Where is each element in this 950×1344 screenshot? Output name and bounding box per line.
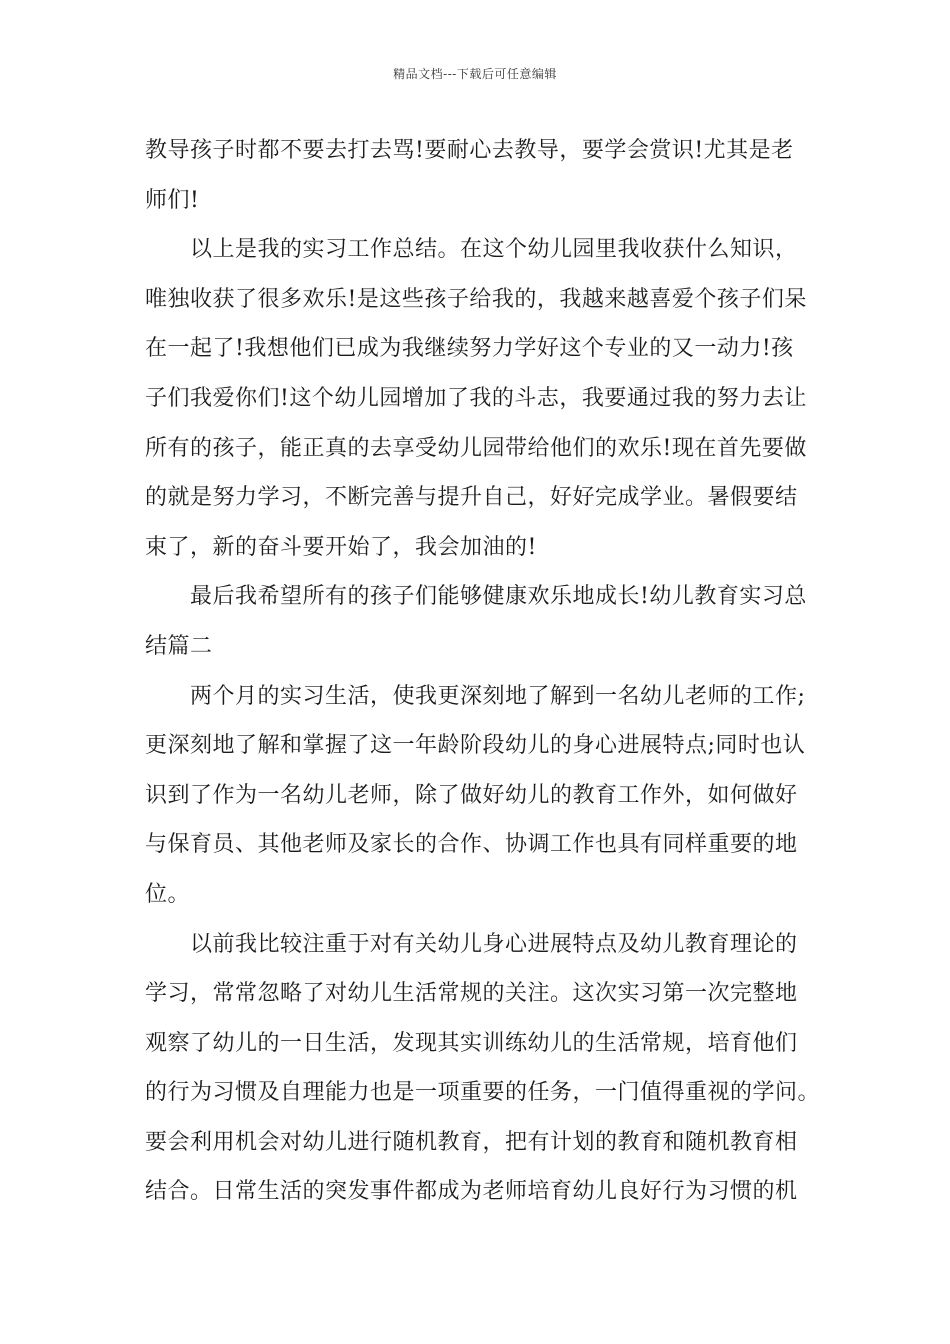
text-line: 的就是努力学习，不断完善与提升自己，好好完成学业。暑假要结 [145,485,798,511]
text-line: 与保育员、其他老师及家长的合作、协调工作也具有同样重要的地 [145,832,798,858]
text-line: 两个月的实习生活，使我更深刻地了解到一名幼儿老师的工作; [190,683,806,709]
text-line: 束了，新的奋斗要开始了，我会加油的! [145,534,537,560]
page-header: 精品文档---下载后可任意编辑 [393,67,557,81]
text-line: 以前我比较注重于对有关幼儿身心进展特点及幼儿教育理论的 [190,931,798,957]
document-body [145,126,821,1217]
text-line: 结篇二 [145,633,213,659]
text-line: 更深刻地了解和掌握了这一年龄阶段幼儿的身心进展特点;同时也认 [145,733,806,759]
text-line: 学习，常常忽略了对幼儿生活常规的关注。这次实习第一次完整地 [145,981,798,1007]
text-line: 位。 [145,881,191,907]
text-line: 的行为习惯及自理能力也是一项重要的任务，一门值得重视的学问。 [145,1080,821,1106]
text-line: 子们我爱你们!这个幼儿园增加了我的斗志，我要通过我的努力去让 [145,385,807,411]
text-line: 教导孩子时都不要去打去骂!要耐心去教导，要学会赏识!尤其是老 [145,138,794,163]
text-line: 要会利用机会对幼儿进行随机教育，把有计划的教育和随机教育相 [145,1129,798,1155]
text-line: 结合。日常生活的突发事件都成为老师培育幼儿良好行为习惯的机 [145,1179,798,1205]
text-line: 在一起了!我想他们已成为我继续努力学好这个专业的又一动力!孩 [145,336,794,362]
text-line: 师们! [145,187,200,213]
text-line: 所有的孩子，能正真的去享受幼儿园带给他们的欢乐!现在首先要做 [145,435,807,461]
text-line: 唯独收获了很多欢乐!是这些孩子给我的，我越来越喜爱个孩子们呆 [145,286,807,312]
text-line: 最后我希望所有的孩子们能够健康欢乐地成长!幼儿教育实习总 [190,584,807,610]
text-line: 识到了作为一名幼儿老师，除了做好幼儿的教育工作外，如何做好 [145,782,798,808]
text-line: 以上是我的实习工作总结。在这个幼儿园里我收获什么知识， [190,237,798,263]
text-line: 观察了幼儿的一日生活，发现其实训练幼儿的生活常规，培育他们 [145,1030,798,1056]
